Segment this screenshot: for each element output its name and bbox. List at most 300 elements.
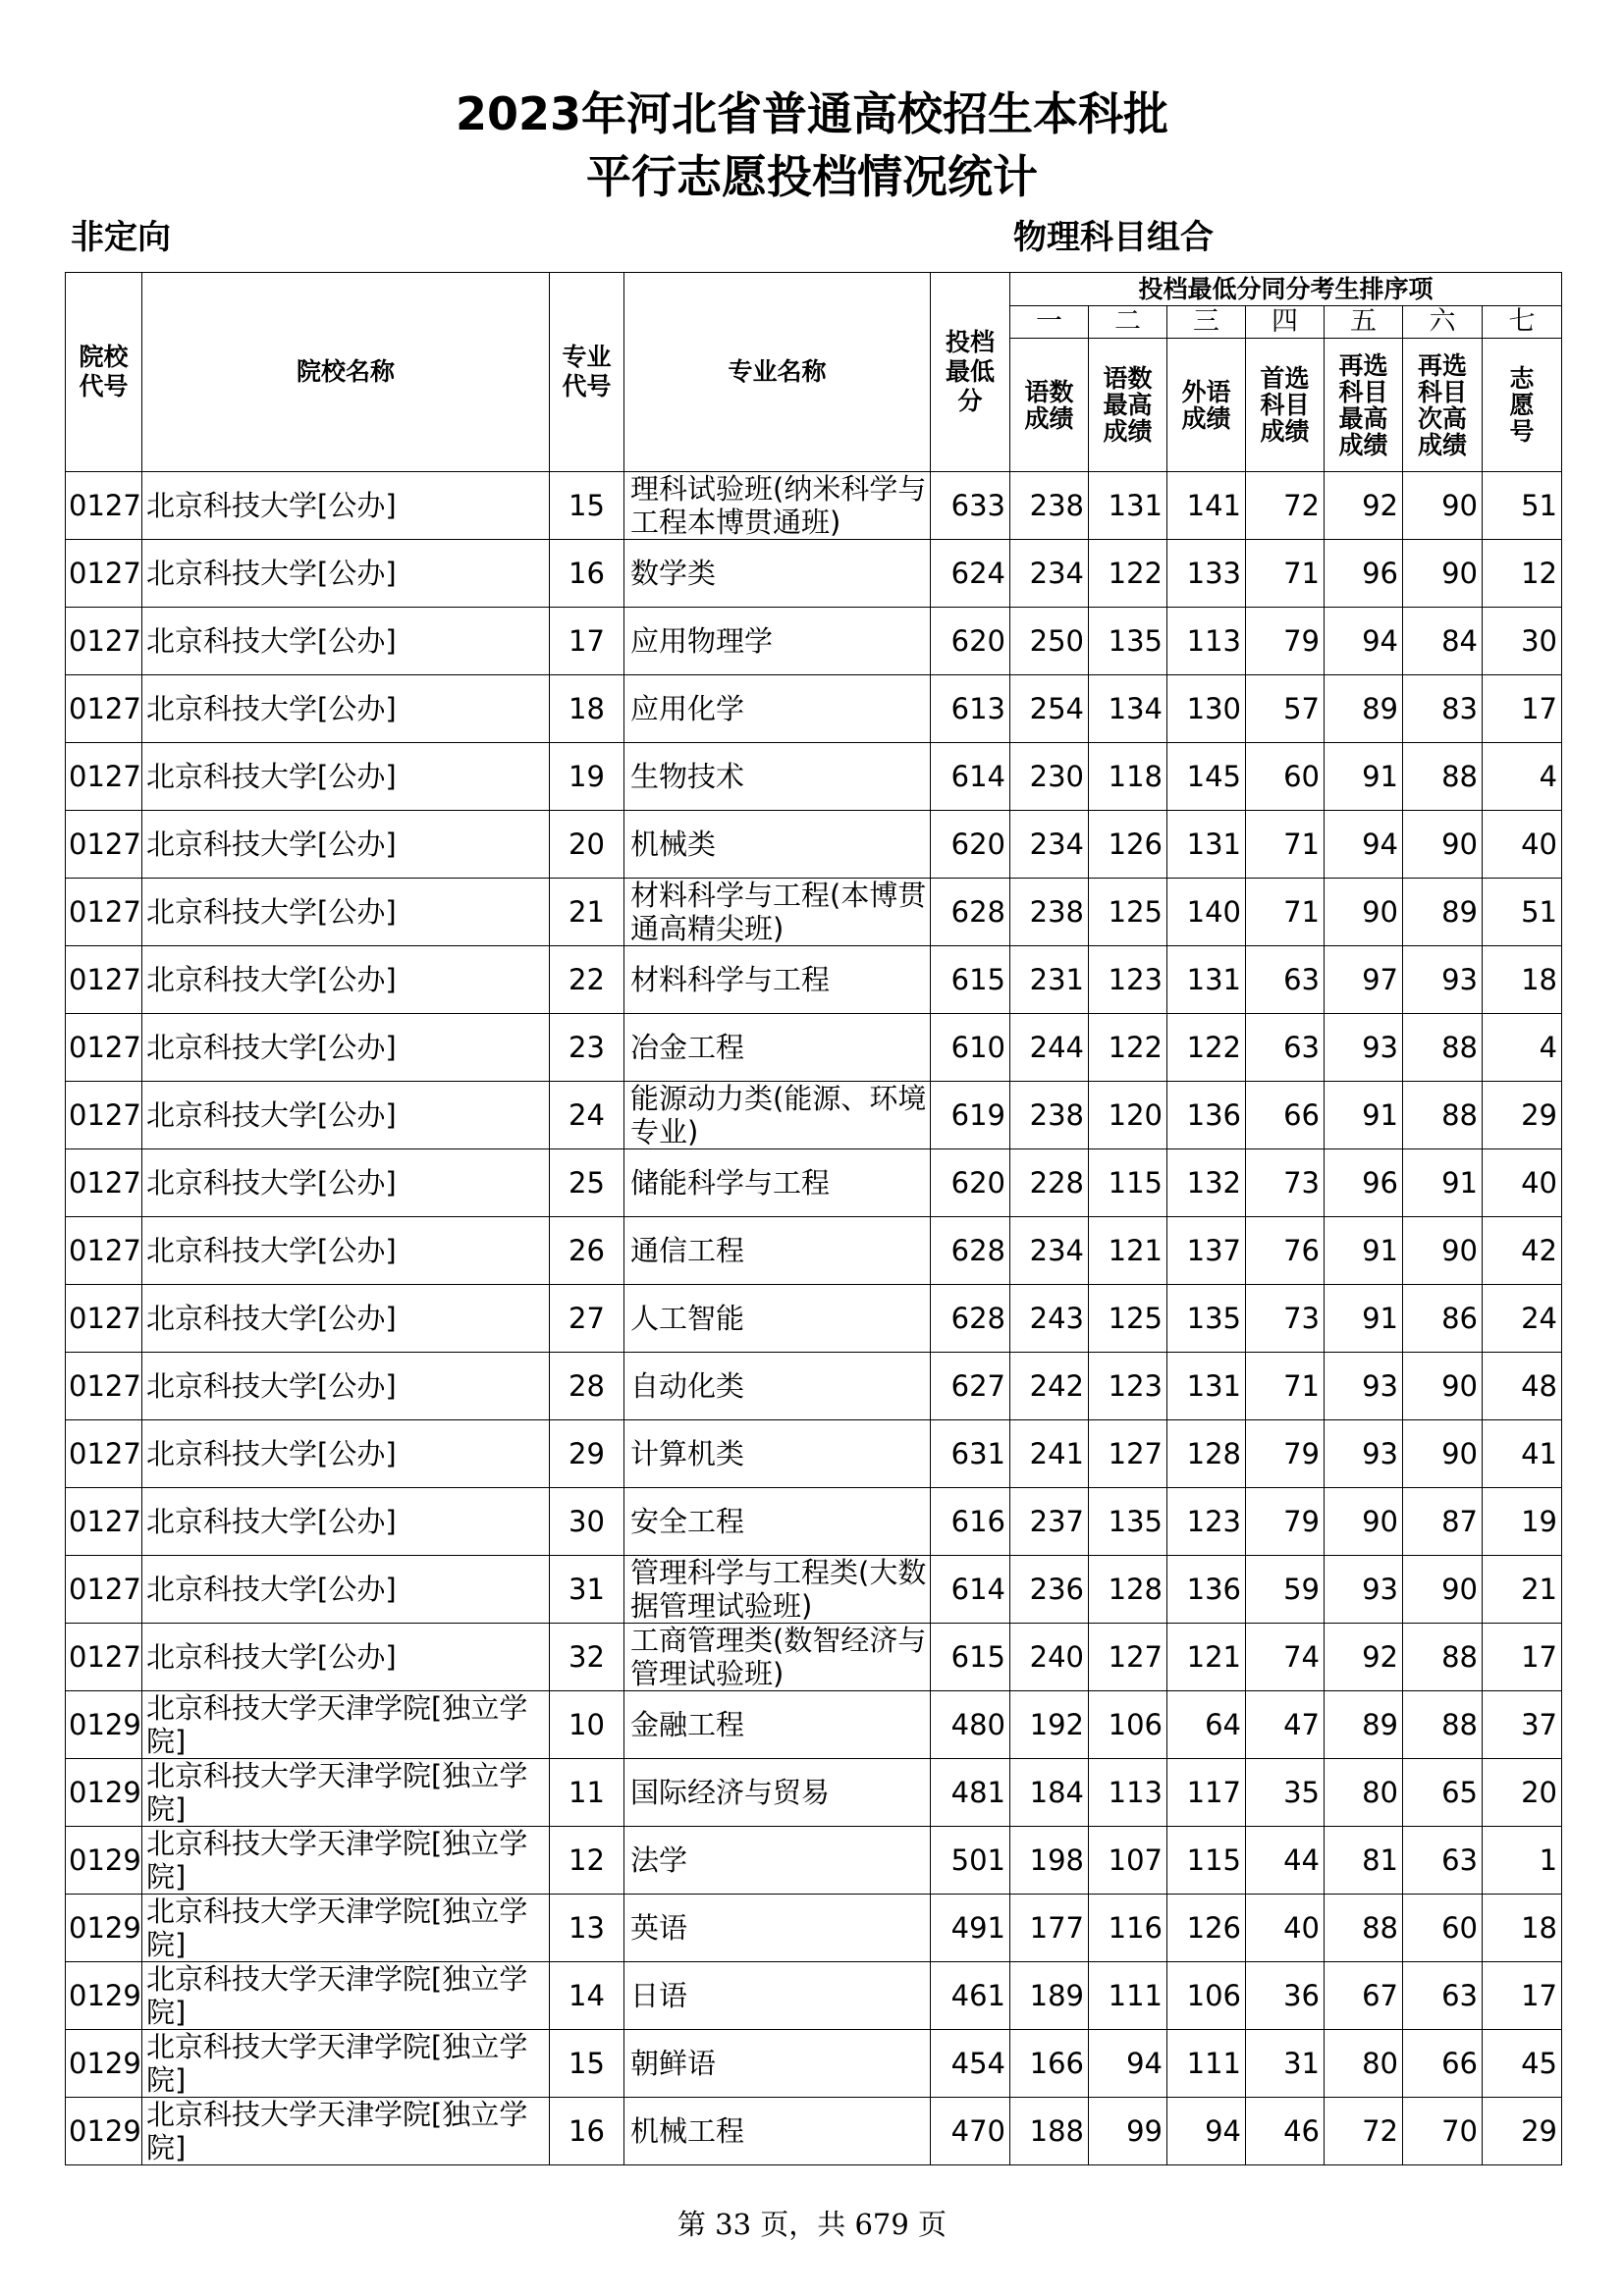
rank6-elective-second-cell: 88 [1403, 1014, 1483, 1082]
rank6-elective-second-cell: 90 [1403, 1556, 1483, 1624]
major-name-cell: 材料科学与工程 [624, 946, 931, 1014]
rank6-elective-second-cell: 63 [1403, 1962, 1483, 2030]
rank7-choice-number-cell: 51 [1483, 879, 1562, 946]
min-score-cell: 480 [931, 1691, 1010, 1759]
min-score-cell: 610 [931, 1014, 1010, 1082]
rank4-first-subject-cell: 60 [1246, 743, 1325, 811]
major-code-cell: 25 [550, 1149, 624, 1217]
rank4-first-subject-cell: 44 [1246, 1827, 1325, 1895]
table-row [66, 2098, 1562, 2165]
school-code-cell: 0129 [66, 1962, 142, 2030]
major-code-cell: 23 [550, 1014, 624, 1082]
min-score-cell: 628 [931, 1217, 1010, 1285]
rank1-chinese-math-score-cell: 254 [1010, 675, 1089, 743]
school-name-cell: 北京科技大学[公办] [142, 879, 550, 946]
rank3-foreign-language-cell: 115 [1167, 1827, 1246, 1895]
major-code-cell: 24 [550, 1082, 624, 1149]
table-row [66, 1014, 1562, 1082]
rank2-chinese-math-max-cell: 99 [1089, 2098, 1167, 2165]
rank4-first-subject-cell: 73 [1246, 1149, 1325, 1217]
min-score-cell: 620 [931, 608, 1010, 675]
school-code-cell: 0129 [66, 1827, 142, 1895]
rank7-choice-number-cell: 30 [1483, 608, 1562, 675]
rank-number: 七 [1483, 306, 1562, 339]
rank1-chinese-math-score-cell: 236 [1010, 1556, 1089, 1624]
rank6-elective-second-cell: 90 [1403, 1420, 1483, 1488]
school-name-cell: 北京科技大学[公办] [142, 675, 550, 743]
major-name-cell: 通信工程 [624, 1217, 931, 1285]
rank1-chinese-math-score-cell: 243 [1010, 1285, 1089, 1353]
table-row [66, 675, 1562, 743]
major-code-cell: 30 [550, 1488, 624, 1556]
school-name-cell: 北京科技大学[公办] [142, 1285, 550, 1353]
school-name-cell: 北京科技大学[公办] [142, 1420, 550, 1488]
rank4-first-subject-cell: 47 [1246, 1691, 1325, 1759]
rank3-foreign-language-cell: 140 [1167, 879, 1246, 946]
school-name-cell: 北京科技大学[公办] [142, 608, 550, 675]
min-score-cell: 633 [931, 472, 1010, 540]
rank7-choice-number-cell: 29 [1483, 2098, 1562, 2165]
rank3-foreign-language-cell: 141 [1167, 472, 1246, 540]
rank3-foreign-language-cell: 133 [1167, 540, 1246, 608]
rank6-elective-second-cell: 89 [1403, 879, 1483, 946]
rank2-chinese-math-max-cell: 135 [1089, 1488, 1167, 1556]
rank3-foreign-language-cell: 136 [1167, 1082, 1246, 1149]
rank3-foreign-language-cell: 131 [1167, 1353, 1246, 1420]
school-name-cell: 北京科技大学[公办] [142, 1014, 550, 1082]
school-code-cell: 0127 [66, 675, 142, 743]
rank3-foreign-language-cell: 126 [1167, 1895, 1246, 1962]
school-code-cell: 0129 [66, 2098, 142, 2165]
rank2-chinese-math-max-cell: 127 [1089, 1624, 1167, 1691]
table-row [66, 540, 1562, 608]
rank1-chinese-math-score-cell: 234 [1010, 540, 1089, 608]
table-row [66, 2030, 1562, 2098]
header-min-score: 投档最低分 [931, 273, 1010, 472]
major-code-cell: 16 [550, 2098, 624, 2165]
major-name-cell: 管理科学与工程类(大数据管理试验班) [624, 1556, 931, 1624]
school-code-cell: 0127 [66, 1556, 142, 1624]
school-name-cell: 北京科技大学[公办] [142, 946, 550, 1014]
header-major-code: 专业代号 [550, 273, 624, 472]
rank2-chinese-math-max-cell: 118 [1089, 743, 1167, 811]
min-score-cell: 454 [931, 2030, 1010, 2098]
rank4-first-subject-cell: 35 [1246, 1759, 1325, 1827]
major-code-cell: 32 [550, 1624, 624, 1691]
school-name-cell: 北京科技大学天津学院[独立学院] [142, 1895, 550, 1962]
rank5-elective-highest-cell: 91 [1325, 1082, 1403, 1149]
min-score-cell: 628 [931, 1285, 1010, 1353]
rank5-elective-highest-cell: 93 [1325, 1014, 1403, 1082]
rank2-chinese-math-max-cell: 123 [1089, 1353, 1167, 1420]
rank4-first-subject-cell: 79 [1246, 608, 1325, 675]
school-code-cell: 0127 [66, 1353, 142, 1420]
rank4-first-subject-cell: 57 [1246, 675, 1325, 743]
rank4-first-subject-cell: 66 [1246, 1082, 1325, 1149]
rank5-elective-highest-cell: 91 [1325, 743, 1403, 811]
major-name-cell: 工商管理类(数智经济与管理试验班) [624, 1624, 931, 1691]
table-row [66, 1420, 1562, 1488]
major-name-cell: 储能科学与工程 [624, 1149, 931, 1217]
rank4-first-subject-cell: 63 [1246, 946, 1325, 1014]
school-code-cell: 0127 [66, 879, 142, 946]
rank5-elective-highest-cell: 92 [1325, 1624, 1403, 1691]
school-name-cell: 北京科技大学[公办] [142, 743, 550, 811]
header-school-code: 院校代号 [66, 273, 142, 472]
rank2-chinese-math-max-cell: 123 [1089, 946, 1167, 1014]
school-name-cell: 北京科技大学天津学院[独立学院] [142, 1691, 550, 1759]
rank-number: 一 [1010, 306, 1089, 339]
rank-item: 语数成绩 [1010, 339, 1089, 472]
major-name-cell: 机械类 [624, 811, 931, 879]
rank7-choice-number-cell: 40 [1483, 1149, 1562, 1217]
major-code-cell: 12 [550, 1827, 624, 1895]
min-score-cell: 614 [931, 743, 1010, 811]
rank6-elective-second-cell: 87 [1403, 1488, 1483, 1556]
major-code-cell: 15 [550, 472, 624, 540]
major-name-cell: 金融工程 [624, 1691, 931, 1759]
rank6-elective-second-cell: 90 [1403, 1217, 1483, 1285]
school-code-cell: 0129 [66, 1691, 142, 1759]
major-name-cell: 日语 [624, 1962, 931, 2030]
rank1-chinese-math-score-cell: 177 [1010, 1895, 1089, 1962]
rank5-elective-highest-cell: 93 [1325, 1353, 1403, 1420]
table-row [66, 1827, 1562, 1895]
major-code-cell: 26 [550, 1217, 624, 1285]
rank2-chinese-math-max-cell: 131 [1089, 472, 1167, 540]
rank5-elective-highest-cell: 89 [1325, 1691, 1403, 1759]
rank6-elective-second-cell: 91 [1403, 1149, 1483, 1217]
school-code-cell: 0129 [66, 2030, 142, 2098]
rank1-chinese-math-score-cell: 240 [1010, 1624, 1089, 1691]
rank3-foreign-language-cell: 122 [1167, 1014, 1246, 1082]
school-name-cell: 北京科技大学天津学院[独立学院] [142, 2030, 550, 2098]
rank2-chinese-math-max-cell: 113 [1089, 1759, 1167, 1827]
rank-item: 志愿号 [1483, 339, 1562, 472]
rank5-elective-highest-cell: 96 [1325, 1149, 1403, 1217]
rank6-elective-second-cell: 88 [1403, 1691, 1483, 1759]
min-score-cell: 614 [931, 1556, 1010, 1624]
major-name-cell: 应用物理学 [624, 608, 931, 675]
school-code-cell: 0127 [66, 540, 142, 608]
school-name-cell: 北京科技大学[公办] [142, 1217, 550, 1285]
min-score-cell: 470 [931, 2098, 1010, 2165]
subject-combination-label: 物理科目组合 [1013, 218, 1214, 257]
major-code-cell: 29 [550, 1420, 624, 1488]
rank5-elective-highest-cell: 92 [1325, 472, 1403, 540]
major-name-cell: 数学类 [624, 540, 931, 608]
rank7-choice-number-cell: 18 [1483, 1895, 1562, 1962]
major-name-cell: 生物技术 [624, 743, 931, 811]
min-score-cell: 628 [931, 879, 1010, 946]
rank7-choice-number-cell: 29 [1483, 1082, 1562, 1149]
rank4-first-subject-cell: 79 [1246, 1488, 1325, 1556]
rank1-chinese-math-score-cell: 234 [1010, 1217, 1089, 1285]
rank3-foreign-language-cell: 117 [1167, 1759, 1246, 1827]
min-score-cell: 627 [931, 1353, 1010, 1420]
rank5-elective-highest-cell: 91 [1325, 1285, 1403, 1353]
major-code-cell: 15 [550, 2030, 624, 2098]
rank2-chinese-math-max-cell: 127 [1089, 1420, 1167, 1488]
major-name-cell: 能源动力类(能源、环境专业) [624, 1082, 931, 1149]
table-row [66, 1962, 1562, 2030]
rank5-elective-highest-cell: 91 [1325, 1217, 1403, 1285]
major-code-cell: 19 [550, 743, 624, 811]
rank3-foreign-language-cell: 106 [1167, 1962, 1246, 2030]
major-code-cell: 28 [550, 1353, 624, 1420]
page-title-line2: 平行志愿投档情况统计 [586, 150, 1038, 203]
table-row [66, 1556, 1562, 1624]
rank4-first-subject-cell: 71 [1246, 540, 1325, 608]
min-score-cell: 481 [931, 1759, 1010, 1827]
rank-item: 再选科目次高成绩 [1403, 339, 1483, 472]
rank2-chinese-math-max-cell: 128 [1089, 1556, 1167, 1624]
rank6-elective-second-cell: 90 [1403, 1353, 1483, 1420]
major-code-cell: 10 [550, 1691, 624, 1759]
rank5-elective-highest-cell: 94 [1325, 608, 1403, 675]
school-code-cell: 0127 [66, 1014, 142, 1082]
table-row [66, 608, 1562, 675]
header-major-name: 专业名称 [624, 273, 931, 472]
rank7-choice-number-cell: 4 [1483, 1014, 1562, 1082]
rank7-choice-number-cell: 12 [1483, 540, 1562, 608]
school-name-cell: 北京科技大学[公办] [142, 1556, 550, 1624]
rank4-first-subject-cell: 31 [1246, 2030, 1325, 2098]
rank2-chinese-math-max-cell: 120 [1089, 1082, 1167, 1149]
rank7-choice-number-cell: 42 [1483, 1217, 1562, 1285]
rank7-choice-number-cell: 17 [1483, 1962, 1562, 2030]
table-row [66, 743, 1562, 811]
rank4-first-subject-cell: 59 [1246, 1556, 1325, 1624]
table-row [66, 1759, 1562, 1827]
header-school-name: 院校名称 [142, 273, 550, 472]
rank5-elective-highest-cell: 90 [1325, 1488, 1403, 1556]
rank4-first-subject-cell: 36 [1246, 1962, 1325, 2030]
rank3-foreign-language-cell: 136 [1167, 1556, 1246, 1624]
rank5-elective-highest-cell: 94 [1325, 811, 1403, 879]
rank-item: 外语成绩 [1167, 339, 1246, 472]
major-code-cell: 20 [550, 811, 624, 879]
school-name-cell: 北京科技大学[公办] [142, 1488, 550, 1556]
rank5-elective-highest-cell: 67 [1325, 1962, 1403, 2030]
rank-item: 语数最高成绩 [1089, 339, 1167, 472]
rank1-chinese-math-score-cell: 228 [1010, 1149, 1089, 1217]
school-code-cell: 0127 [66, 1149, 142, 1217]
rank-item: 首选科目成绩 [1246, 339, 1325, 472]
rank3-foreign-language-cell: 132 [1167, 1149, 1246, 1217]
rank6-elective-second-cell: 84 [1403, 608, 1483, 675]
min-score-cell: 615 [931, 946, 1010, 1014]
major-code-cell: 21 [550, 879, 624, 946]
major-name-cell: 朝鲜语 [624, 2030, 931, 2098]
rank7-choice-number-cell: 51 [1483, 472, 1562, 540]
rank4-first-subject-cell: 71 [1246, 811, 1325, 879]
rank3-foreign-language-cell: 64 [1167, 1691, 1246, 1759]
rank3-foreign-language-cell: 113 [1167, 608, 1246, 675]
table-body [66, 472, 1562, 2165]
table-row [66, 1488, 1562, 1556]
school-name-cell: 北京科技大学[公办] [142, 540, 550, 608]
rank7-choice-number-cell: 4 [1483, 743, 1562, 811]
school-code-cell: 0127 [66, 1217, 142, 1285]
rank5-elective-highest-cell: 93 [1325, 1556, 1403, 1624]
major-code-cell: 11 [550, 1759, 624, 1827]
rank2-chinese-math-max-cell: 111 [1089, 1962, 1167, 2030]
rank2-chinese-math-max-cell: 125 [1089, 1285, 1167, 1353]
rank1-chinese-math-score-cell: 188 [1010, 2098, 1089, 2165]
school-code-cell: 0127 [66, 1082, 142, 1149]
min-score-cell: 491 [931, 1895, 1010, 1962]
table-row [66, 1353, 1562, 1420]
rank5-elective-highest-cell: 93 [1325, 1420, 1403, 1488]
admission-table [65, 272, 1562, 2165]
rank2-chinese-math-max-cell: 135 [1089, 608, 1167, 675]
rank2-chinese-math-max-cell: 122 [1089, 540, 1167, 608]
rank5-elective-highest-cell: 80 [1325, 1759, 1403, 1827]
school-code-cell: 0127 [66, 743, 142, 811]
major-name-cell: 人工智能 [624, 1285, 931, 1353]
school-name-cell: 北京科技大学[公办] [142, 811, 550, 879]
rank1-chinese-math-score-cell: 231 [1010, 946, 1089, 1014]
school-name-cell: 北京科技大学[公办] [142, 1353, 550, 1420]
major-code-cell: 18 [550, 675, 624, 743]
rank2-chinese-math-max-cell: 94 [1089, 2030, 1167, 2098]
min-score-cell: 631 [931, 1420, 1010, 1488]
rank-number: 六 [1403, 306, 1483, 339]
rank2-chinese-math-max-cell: 106 [1089, 1691, 1167, 1759]
header-rank-title: 投档最低分同分考生排序项 [1010, 273, 1562, 306]
min-score-cell: 501 [931, 1827, 1010, 1895]
rank3-foreign-language-cell: 123 [1167, 1488, 1246, 1556]
rank2-chinese-math-max-cell: 126 [1089, 811, 1167, 879]
rank7-choice-number-cell: 17 [1483, 1624, 1562, 1691]
rank2-chinese-math-max-cell: 134 [1089, 675, 1167, 743]
rank-number: 二 [1089, 306, 1167, 339]
rank5-elective-highest-cell: 88 [1325, 1895, 1403, 1962]
school-code-cell: 0127 [66, 1624, 142, 1691]
rank7-choice-number-cell: 17 [1483, 675, 1562, 743]
rank-number: 四 [1246, 306, 1325, 339]
rank3-foreign-language-cell: 131 [1167, 946, 1246, 1014]
min-score-cell: 620 [931, 811, 1010, 879]
rank4-first-subject-cell: 72 [1246, 472, 1325, 540]
rank1-chinese-math-score-cell: 244 [1010, 1014, 1089, 1082]
rank3-foreign-language-cell: 145 [1167, 743, 1246, 811]
rank7-choice-number-cell: 37 [1483, 1691, 1562, 1759]
rank1-chinese-math-score-cell: 234 [1010, 811, 1089, 879]
rank1-chinese-math-score-cell: 166 [1010, 2030, 1089, 2098]
table-row [66, 811, 1562, 879]
major-code-cell: 22 [550, 946, 624, 1014]
rank4-first-subject-cell: 40 [1246, 1895, 1325, 1962]
rank3-foreign-language-cell: 130 [1167, 675, 1246, 743]
rank4-first-subject-cell: 74 [1246, 1624, 1325, 1691]
school-code-cell: 0127 [66, 472, 142, 540]
rank6-elective-second-cell: 90 [1403, 811, 1483, 879]
major-name-cell: 法学 [624, 1827, 931, 1895]
rank4-first-subject-cell: 71 [1246, 879, 1325, 946]
page-footer: 第 33 页，共 679 页 [677, 2208, 947, 2241]
rank1-chinese-math-score-cell: 238 [1010, 472, 1089, 540]
rank7-choice-number-cell: 40 [1483, 811, 1562, 879]
rank1-chinese-math-score-cell: 238 [1010, 879, 1089, 946]
min-score-cell: 619 [931, 1082, 1010, 1149]
rank1-chinese-math-score-cell: 241 [1010, 1420, 1089, 1488]
school-name-cell: 北京科技大学[公办] [142, 472, 550, 540]
table-row [66, 1217, 1562, 1285]
major-name-cell: 英语 [624, 1895, 931, 1962]
table-row [66, 1082, 1562, 1149]
rank4-first-subject-cell: 63 [1246, 1014, 1325, 1082]
school-name-cell: 北京科技大学天津学院[独立学院] [142, 1827, 550, 1895]
rank7-choice-number-cell: 24 [1483, 1285, 1562, 1353]
min-score-cell: 616 [931, 1488, 1010, 1556]
major-code-cell: 14 [550, 1962, 624, 2030]
rank1-chinese-math-score-cell: 189 [1010, 1962, 1089, 2030]
major-name-cell: 应用化学 [624, 675, 931, 743]
rank1-chinese-math-score-cell: 237 [1010, 1488, 1089, 1556]
rank5-elective-highest-cell: 97 [1325, 946, 1403, 1014]
major-name-cell: 理科试验班(纳米科学与工程本博贯通班) [624, 472, 931, 540]
rank5-elective-highest-cell: 89 [1325, 675, 1403, 743]
rank6-elective-second-cell: 86 [1403, 1285, 1483, 1353]
major-name-cell: 自动化类 [624, 1353, 931, 1420]
school-name-cell: 北京科技大学天津学院[独立学院] [142, 1759, 550, 1827]
rank2-chinese-math-max-cell: 121 [1089, 1217, 1167, 1285]
rank6-elective-second-cell: 60 [1403, 1895, 1483, 1962]
rank3-foreign-language-cell: 131 [1167, 811, 1246, 879]
rank6-elective-second-cell: 90 [1403, 472, 1483, 540]
table-row [66, 1691, 1562, 1759]
page-title-line1: 2023年河北省普通高校招生本科批 [455, 87, 1169, 140]
rank2-chinese-math-max-cell: 122 [1089, 1014, 1167, 1082]
major-code-cell: 13 [550, 1895, 624, 1962]
rank5-elective-highest-cell: 72 [1325, 2098, 1403, 2165]
rank2-chinese-math-max-cell: 116 [1089, 1895, 1167, 1962]
rank4-first-subject-cell: 79 [1246, 1420, 1325, 1488]
min-score-cell: 620 [931, 1149, 1010, 1217]
major-name-cell: 安全工程 [624, 1488, 931, 1556]
rank1-chinese-math-score-cell: 238 [1010, 1082, 1089, 1149]
rank2-chinese-math-max-cell: 125 [1089, 879, 1167, 946]
school-code-cell: 0127 [66, 811, 142, 879]
rank1-chinese-math-score-cell: 242 [1010, 1353, 1089, 1420]
school-code-cell: 0127 [66, 608, 142, 675]
rank6-elective-second-cell: 65 [1403, 1759, 1483, 1827]
major-code-cell: 17 [550, 608, 624, 675]
table-row [66, 1285, 1562, 1353]
rank7-choice-number-cell: 20 [1483, 1759, 1562, 1827]
table-row [66, 1624, 1562, 1691]
school-code-cell: 0127 [66, 1488, 142, 1556]
plan-type-label: 非定向 [71, 218, 171, 257]
rank1-chinese-math-score-cell: 198 [1010, 1827, 1089, 1895]
major-name-cell: 冶金工程 [624, 1014, 931, 1082]
rank-number: 五 [1325, 306, 1403, 339]
rank7-choice-number-cell: 1 [1483, 1827, 1562, 1895]
school-name-cell: 北京科技大学天津学院[独立学院] [142, 2098, 550, 2165]
school-name-cell: 北京科技大学[公办] [142, 1149, 550, 1217]
school-code-cell: 0129 [66, 1895, 142, 1962]
rank4-first-subject-cell: 76 [1246, 1217, 1325, 1285]
min-score-cell: 613 [931, 675, 1010, 743]
min-score-cell: 615 [931, 1624, 1010, 1691]
rank3-foreign-language-cell: 94 [1167, 2098, 1246, 2165]
rank7-choice-number-cell: 48 [1483, 1353, 1562, 1420]
major-name-cell: 计算机类 [624, 1420, 931, 1488]
table-row [66, 879, 1562, 946]
rank3-foreign-language-cell: 135 [1167, 1285, 1246, 1353]
